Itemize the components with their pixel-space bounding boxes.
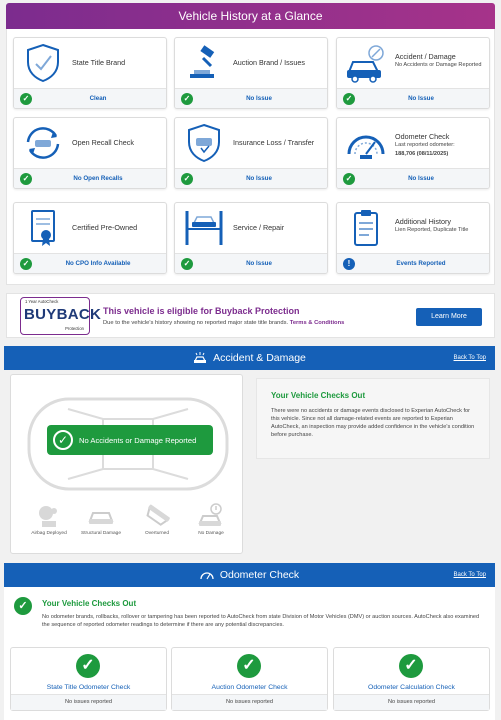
odometer-card-calculation — [333, 647, 490, 711]
card-status: No CPO Info Available — [65, 260, 131, 267]
odometer-card-status: No issues reported — [172, 694, 327, 710]
check-icon: ✓ — [20, 258, 32, 270]
clipboard-icon — [343, 207, 389, 249]
card-subtitle: No Accidents or Damage Reported — [395, 62, 482, 69]
odometer-card-auction — [171, 647, 328, 711]
odometer-card-title: Auction Odometer Check — [211, 684, 288, 691]
structural-label: Structural Damage — [81, 531, 121, 536]
glance-header — [6, 3, 495, 29]
no-accident-text: No Accidents or Damage Reported — [79, 435, 197, 445]
accident-checks-text: There were no accidents or damage events disclosed to Experian AutoCheck for this vehicle. Since not all damage-related events are reported to Experian AutoCheck, an inspection may provide added confidence in the vehicle's condition before purchase. — [271, 408, 475, 439]
check-icon: ✓ — [76, 654, 100, 678]
odometer-card-status: No issues reported — [334, 694, 489, 710]
odometer-title-text: Odometer Check — [219, 569, 300, 581]
info-icon: ! — [343, 258, 355, 270]
card-additional-history[interactable] — [336, 202, 490, 274]
card-title — [395, 217, 483, 235]
check-icon: ✓ — [181, 93, 193, 105]
accident-section-header — [4, 346, 495, 370]
card-insurance-loss[interactable] — [174, 117, 328, 189]
speedometer-icon — [200, 569, 214, 581]
card-footer — [175, 253, 327, 273]
accident-title-text: Accident & Damage — [213, 352, 306, 364]
buyback-logo-protection: Protection — [65, 326, 84, 331]
damage-type-icons — [11, 503, 242, 543]
card-status: No Issue — [246, 260, 272, 267]
odometer-checks-text: No odometer brands, rollbacks, rollover or tampering has been reported to AutoCheck from state Division of Motor Vehicles (DMV) or auction sources. AutoCheck also examined the sequence of reported odometer readings to determine if there are any potential discrepancies. — [42, 614, 480, 629]
card-accident-damage[interactable] — [336, 37, 490, 109]
buyback-logo — [20, 297, 102, 335]
buyback-logo-tag: 1 Year AutoCheck — [25, 299, 59, 304]
card-title — [395, 52, 483, 70]
card-status: Events Reported — [396, 260, 446, 267]
check-icon: ✓ — [181, 258, 193, 270]
card-status: No Issue — [408, 95, 434, 102]
card-title-text: Accident / Damage — [395, 52, 456, 61]
accident-checks-title: Your Vehicle Checks Out — [271, 391, 366, 400]
card-footer — [175, 88, 327, 108]
buyback-title: This vehicle is eligible for Buyback Protection — [103, 306, 300, 316]
structural-damage-icon — [86, 503, 116, 529]
check-icon: ✓ — [181, 173, 193, 185]
card-subtitle-value: 188,706 (08/11/2025) — [395, 150, 449, 157]
summary-grid — [6, 29, 495, 285]
odometer-checks-title: Your Vehicle Checks Out — [42, 599, 137, 608]
card-footer — [337, 253, 489, 273]
card-subtitle: Lien Reported, Duplicate Title — [395, 227, 469, 234]
car-diagram-panel — [10, 374, 243, 554]
check-icon: ✓ — [399, 654, 423, 678]
airbag-item — [21, 503, 77, 536]
accident-section-title — [4, 346, 495, 370]
no-accident-badge — [47, 425, 213, 455]
buyback-desc-text: Due to the vehicle's history showing no reported major state title brands. — [103, 320, 289, 326]
accident-section-body — [4, 370, 495, 560]
certificate-icon — [20, 207, 66, 249]
terms-link[interactable]: Terms & Conditions — [289, 320, 345, 326]
structural-item — [73, 503, 129, 536]
card-status: No Issue — [408, 175, 434, 182]
check-icon: ✓ — [20, 173, 32, 185]
card-footer — [175, 168, 327, 188]
card-subtitle: Last reported odometer: — [395, 142, 455, 149]
odometer-card-state-title — [10, 647, 167, 711]
odometer-card-title: State Title Odometer Check — [46, 684, 131, 691]
accident-checks-panel — [256, 378, 490, 459]
card-status: Clean — [89, 95, 107, 102]
card-footer — [337, 168, 489, 188]
card-title: Insurance Loss / Transfer — [233, 138, 315, 147]
card-certified-pre-owned[interactable] — [13, 202, 167, 274]
check-icon: ✓ — [343, 93, 355, 105]
card-service-repair[interactable] — [174, 202, 328, 274]
card-title: Auction Brand / Issues — [233, 58, 305, 67]
back-to-top-link[interactable]: Back To Top — [453, 355, 486, 361]
overturned-icon — [142, 503, 172, 529]
back-to-top-link[interactable]: Back To Top — [453, 572, 486, 578]
card-title: Open Recall Check — [72, 138, 134, 147]
check-icon: ✓ — [53, 430, 73, 450]
overturned-label: Overturned — [145, 531, 169, 536]
no-damage-icon — [196, 503, 226, 529]
no-damage-item — [183, 503, 239, 536]
check-icon: ✓ — [237, 654, 261, 678]
overturned-item — [129, 503, 185, 536]
odometer-icon — [343, 122, 389, 164]
card-title-text: Odometer Check — [395, 132, 450, 141]
learn-more-button[interactable]: Learn More — [416, 308, 482, 326]
card-title: Certified Pre-Owned — [72, 223, 138, 232]
recall-car-icon — [20, 122, 66, 164]
check-icon: ✓ — [14, 597, 32, 615]
card-odometer-check[interactable] — [336, 117, 490, 189]
card-open-recall[interactable] — [13, 117, 167, 189]
card-footer — [14, 88, 166, 108]
card-status: No Issue — [246, 95, 272, 102]
card-footer — [14, 168, 166, 188]
shield-check-icon — [20, 42, 66, 84]
card-title — [395, 132, 483, 158]
buyback-description — [103, 320, 344, 326]
glance-title: Vehicle History at a Glance — [178, 9, 323, 23]
odometer-card-title: Odometer Calculation Check — [368, 684, 455, 691]
car-lift-icon — [181, 207, 227, 249]
insurance-shield-icon — [181, 122, 227, 164]
gavel-icon — [181, 42, 227, 84]
buyback-logo-big: BUYBACK — [24, 306, 102, 323]
airbag-icon — [34, 503, 64, 529]
card-title: State Title Brand — [72, 58, 126, 67]
check-icon: ✓ — [343, 173, 355, 185]
airbag-label: Airbag Deployed — [31, 531, 67, 536]
car-damage-icon — [343, 42, 389, 84]
check-icon: ✓ — [20, 93, 32, 105]
card-title: Service / Repair — [233, 223, 285, 232]
card-footer — [14, 253, 166, 273]
odometer-card-status: No issues reported — [11, 694, 166, 710]
card-footer — [337, 88, 489, 108]
odometer-section-header — [4, 563, 495, 587]
odometer-section-title — [4, 563, 495, 587]
card-title-text: Additional History — [395, 217, 451, 226]
card-auction-brand[interactable] — [174, 37, 328, 109]
odometer-section-body — [4, 587, 495, 720]
card-status: No Open Recalls — [73, 175, 123, 182]
card-status: No Issue — [246, 175, 272, 182]
crash-icon — [193, 352, 207, 364]
card-state-title-brand[interactable] — [13, 37, 167, 109]
no-damage-label: No Damage — [198, 531, 224, 536]
buyback-banner — [6, 293, 495, 338]
